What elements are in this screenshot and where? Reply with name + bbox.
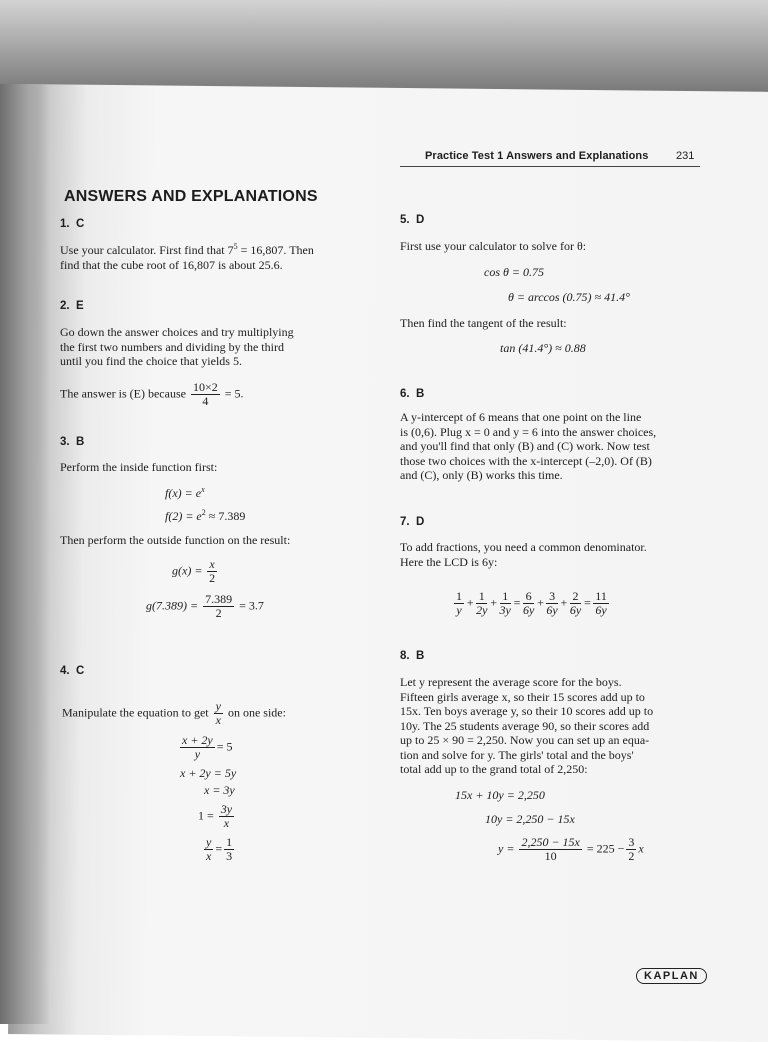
q7-frac-6-num: 2 xyxy=(570,590,581,604)
q7-frac-5 xyxy=(546,590,557,617)
q7-frac-2-num: 1 xyxy=(476,590,487,604)
book-page xyxy=(8,84,768,1042)
q1-explanation xyxy=(60,240,314,272)
q8-answer: B xyxy=(415,650,425,662)
q6-line2: is (0,6). Plug x = 0 and y = 6 into the answer choices, xyxy=(400,424,657,439)
q4-step4 xyxy=(198,803,236,830)
page-number: 231 xyxy=(676,150,695,162)
q2-answer-line xyxy=(60,381,244,408)
q6-answer: B xyxy=(415,388,425,400)
q2-frac-num: 10×2 xyxy=(192,380,218,394)
q4-number: 4. xyxy=(60,665,70,677)
q3-eq2b: ≈ 7.389 xyxy=(205,509,246,523)
q2-frac-result: = 5. xyxy=(224,386,244,401)
q8-label xyxy=(400,650,424,662)
q4-s5-den: x xyxy=(206,849,212,863)
q5-intro: First use your calculator to solve for θ: xyxy=(400,239,587,253)
q7-frac-2 xyxy=(476,590,487,617)
q4-s5-eq: = xyxy=(215,841,223,856)
q3-g-eq xyxy=(172,558,219,585)
q6-label xyxy=(400,388,424,400)
q7-frac-1-num: 1 xyxy=(456,589,462,603)
q3-then: Then perform the outside function on the result: xyxy=(60,533,291,547)
q4-step3: x = 3y xyxy=(204,783,235,797)
q8-e3-rnum: 3 xyxy=(628,835,635,849)
q4-intro-frac xyxy=(214,700,223,727)
q6-line5: and (C), only (B) works this time. xyxy=(400,468,563,482)
q6-explanation xyxy=(400,410,656,483)
q4-s5-num: y xyxy=(206,835,212,849)
q8-e3-var: x xyxy=(638,841,644,856)
q4-intro xyxy=(62,700,286,727)
q4-step5 xyxy=(202,836,236,863)
q3-g2-eq xyxy=(146,593,264,620)
q4-s4-den: x xyxy=(223,816,230,830)
q8-line5: up to 25 × 90 = 2,250. Now you can set up an equa- xyxy=(400,733,650,747)
q8-e3-rfrac xyxy=(626,836,636,863)
q4-s4-num: 3y xyxy=(220,802,233,816)
q3-eq1 xyxy=(165,485,205,501)
q5-label xyxy=(400,214,424,226)
q3-eq2a: f(2) = e xyxy=(165,509,202,523)
q2-answer: E xyxy=(75,300,84,312)
q8-e3-lhs: y = xyxy=(498,841,515,856)
q3-eq2 xyxy=(165,508,245,524)
q2-line1: Go down the answer choices and try multiplying xyxy=(60,325,294,339)
q7-frac-4-den: 6y xyxy=(522,603,535,617)
q3-g2-result: = 3.7 xyxy=(239,598,264,613)
q5-eq3: tan (41.4°) ≈ 0.88 xyxy=(500,341,586,355)
q7-sum: $\frac{1}{y}$ + $\frac{1}{2y}$ + $\frac{1}{3y}$ = $\frac{6}{6y}$ + $\frac{3}{6y}$ + $\frac{2}{6y}$ = $\frac{11}{6y}$ xyxy=(456,589,607,617)
q2-line2: the first two numbers and dividing by the third xyxy=(60,339,284,354)
q4-s1-den: y xyxy=(194,747,201,761)
q7-frac-3 xyxy=(500,590,511,617)
q8-line4: 10y. The 25 students average 90, so their scores add xyxy=(400,718,650,733)
q7-frac-6 xyxy=(570,590,581,617)
q4-s5-rden: 3 xyxy=(226,849,233,863)
q3-number: 3. xyxy=(60,436,70,448)
q4-s5-rfrac xyxy=(224,836,234,863)
q2-fraction xyxy=(191,381,220,408)
q6-line3: and you'll find that only (B) and (C) work. Now test xyxy=(400,439,650,453)
q4-intro-a: Manipulate the equation to get xyxy=(62,705,209,720)
q2-ans-prefix: The answer is (E) because xyxy=(60,386,186,401)
q3-g2-num: 7.389 xyxy=(205,592,233,606)
q4-s4-lhs: 1 = xyxy=(198,808,214,823)
q2-line3: until you find the choice that yields 5. xyxy=(60,354,242,368)
q1-line1a: Use your calculator. First find that 7 xyxy=(60,243,234,257)
q3-label xyxy=(60,436,84,448)
q3-g-frac xyxy=(207,558,216,585)
q8-explanation xyxy=(400,675,653,777)
q7-answer: D xyxy=(415,516,425,528)
q4-s1-result: = 5 xyxy=(216,739,233,754)
q1-answer: C xyxy=(75,218,85,230)
q4-s5-frac xyxy=(204,836,213,863)
q8-line6: tion and solve for y. The girls' total and the boys' xyxy=(400,747,634,762)
running-head: Practice Test 1 Answers and Explanations xyxy=(425,150,649,162)
q8-eq3 xyxy=(498,836,644,863)
q3-answer: B xyxy=(75,436,85,448)
q7-frac-7-den: 6y xyxy=(595,603,607,617)
q5-eq2: θ = arccos (0.75) ≈ 41.4° xyxy=(508,290,630,304)
q7-frac-1 xyxy=(454,590,464,617)
q7-frac-4 xyxy=(523,590,534,617)
q8-e3-num: 2,250 − 15x xyxy=(521,835,580,849)
q7-frac-2-den: 2y xyxy=(476,603,488,617)
book-spine-shadow xyxy=(0,84,50,1024)
q7-frac-3-den: 3y xyxy=(499,603,511,617)
q7-frac-5-den: 6y xyxy=(546,603,558,617)
q4-label xyxy=(60,665,84,677)
q1-line2: find that the cube root of 16,807 is about 25.6. xyxy=(60,257,283,272)
q1-label xyxy=(60,218,84,230)
q4-intro-num: y xyxy=(215,699,221,713)
q8-e3-den: 10 xyxy=(544,849,557,863)
kaplan-logo: KAPLAN xyxy=(636,968,707,984)
q3-eq1-text: f(x) = e xyxy=(165,486,202,500)
q8-line1: Let y represent the average score for the boys. xyxy=(400,675,622,689)
q4-step2: x + 2y = 5y xyxy=(180,766,237,780)
q1-line1b: = 16,807. Then xyxy=(237,243,314,257)
q7-explanation xyxy=(400,540,647,569)
q1-sup: 5 xyxy=(233,242,238,251)
q3-eq2-sup: 2 xyxy=(201,508,206,517)
q2-explanation xyxy=(60,325,294,369)
q5-eq1: cos θ = 0.75 xyxy=(484,265,544,279)
q7-number: 7. xyxy=(400,516,410,528)
q1-line1 xyxy=(60,240,314,258)
q4-s1-num: x + 2y xyxy=(182,733,213,747)
q4-answer: C xyxy=(75,665,85,677)
q2-label xyxy=(60,300,84,312)
q8-eq2: 10y = 2,250 − 15x xyxy=(485,812,575,826)
q4-intro-den: x xyxy=(215,713,221,727)
q8-number: 8. xyxy=(400,650,410,662)
q7-frac-4-num: 6 xyxy=(523,590,534,604)
q8-e3-rden: 2 xyxy=(628,849,635,863)
q7-label xyxy=(400,516,424,528)
q3-g2-den: 2 xyxy=(215,606,222,620)
q5-then: Then find the tangent of the result: xyxy=(400,316,567,330)
q8-e3-frac xyxy=(519,836,581,863)
q7-frac-7-num: 11 xyxy=(595,589,607,603)
q6-line1: A y-intercept of 6 means that one point on the line xyxy=(400,410,642,424)
q3-g-num: x xyxy=(209,557,215,571)
q8-e3-mid: = 225 − xyxy=(586,841,625,856)
q7-line1: To add fractions, you need a common denominator. xyxy=(400,540,647,554)
q8-line3: 15x. Ten boys average y, so their 10 scores add up to xyxy=(400,704,654,718)
q8-line2: Fifteen girls average x, so their 15 scores add up to xyxy=(400,689,645,704)
q1-number: 1. xyxy=(60,218,70,230)
header-rule xyxy=(400,166,700,167)
q6-number: 6. xyxy=(400,388,410,400)
q8-eq1: 15x + 10y = 2,250 xyxy=(455,788,545,802)
q3-g2-lhs: g(7.389) = xyxy=(146,598,199,613)
section-title: ANSWERS AND EXPLANATIONS xyxy=(64,188,318,205)
q3-intro: Perform the inside function first: xyxy=(60,460,218,474)
q7-frac-5-num: 3 xyxy=(546,590,557,604)
q4-s5-rnum: 1 xyxy=(226,835,233,849)
q8-line7: total add up to the grand total of 2,250: xyxy=(400,762,588,776)
q4-intro-b: on one side: xyxy=(227,705,286,720)
q7-frac-1-den: y xyxy=(456,603,462,617)
q2-number: 2. xyxy=(60,300,70,312)
q3-g-lhs: g(x) = xyxy=(172,563,203,578)
q5-number: 5. xyxy=(400,214,410,226)
q7-frac-6-den: 6y xyxy=(569,603,582,617)
q4-s4-frac xyxy=(219,803,234,830)
q4-step1 xyxy=(178,734,233,761)
q3-eq1-sup: x xyxy=(201,485,205,494)
q2-frac-den: 4 xyxy=(202,394,209,408)
q4-s1-frac xyxy=(180,734,215,761)
q5-answer: D xyxy=(415,214,425,226)
q7-frac-7 xyxy=(593,590,609,617)
q3-g-den: 2 xyxy=(209,571,216,585)
q7-frac-3-num: 1 xyxy=(500,590,511,604)
q6-line4: those two choices with the x-intercept (–2,0). Of (B) xyxy=(400,453,652,468)
q3-g2-frac xyxy=(203,593,234,620)
q7-line2: Here the LCD is 6y: xyxy=(400,554,498,569)
